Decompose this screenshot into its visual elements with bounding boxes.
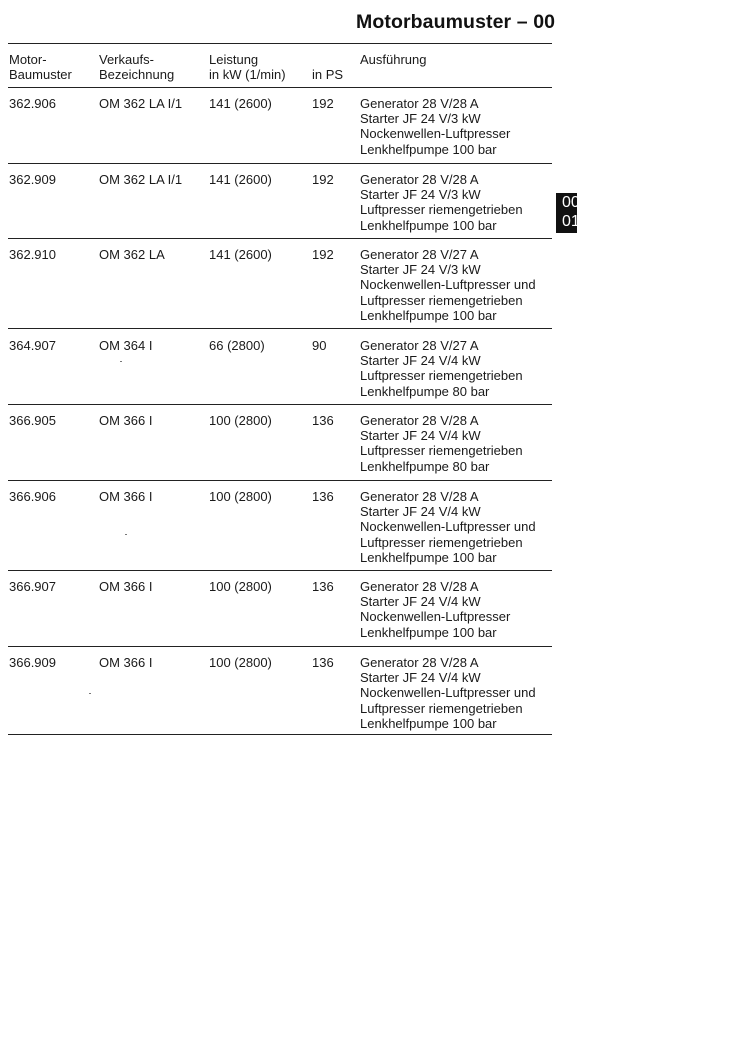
row-divider: [8, 570, 552, 571]
ausfuehrung-line: Lenkhelfpumpe 80 bar: [360, 458, 490, 474]
cell-motor-baumuster: 364.907: [9, 338, 56, 353]
ausfuehrung-line: Starter JF 24 V/4 kW: [360, 594, 481, 610]
row-divider: [8, 734, 552, 735]
cell-verkaufs-bezeichnung: OM 364 I: [99, 338, 153, 353]
cell-verkaufs-bezeichnung: OM 366 I: [99, 489, 153, 504]
scan-speck: [120, 361, 122, 362]
cell-verkaufs-bezeichnung: OM 366 I: [99, 579, 153, 594]
ausfuehrung-line: Luftpresser riemengetrieben: [360, 202, 523, 218]
header-motor-baumuster: Motor- Baumuster: [9, 52, 72, 82]
header-leistung-ps: in PS: [312, 67, 344, 82]
cell-leistung-kw: 66 (2800): [209, 338, 265, 353]
ausfuehrung-line: Lenkhelfpumpe 100 bar: [360, 141, 497, 157]
cell-leistung-ps: 192: [312, 96, 334, 111]
row-divider: [8, 328, 552, 329]
ausfuehrung-line: Generator 28 V/28 A: [360, 579, 479, 594]
ausfuehrung-line: Lenkhelfpumpe 100 bar: [360, 624, 497, 640]
section-tab: 00 01: [556, 193, 577, 233]
ausfuehrung-line: Nockenwellen-Luftpresser: [360, 609, 511, 625]
cell-leistung-kw: 100 (2800): [209, 655, 272, 670]
ausfuehrung-line: Generator 28 V/28 A: [360, 172, 479, 187]
cell-ausfuehrung: [360, 489, 536, 565]
cell-ausfuehrung: [360, 413, 523, 474]
cell-verkaufs-bezeichnung: OM 366 I: [99, 413, 153, 428]
cell-motor-baumuster: 366.907: [9, 579, 56, 594]
cell-leistung-ps: 136: [312, 413, 334, 428]
ausfuehrung-line: Starter JF 24 V/4 kW: [360, 504, 481, 520]
cell-leistung-kw: 100 (2800): [209, 579, 272, 594]
row-divider: [8, 238, 552, 239]
ausfuehrung-line: Starter JF 24 V/4 kW: [360, 670, 481, 686]
header-top-rule: [8, 43, 552, 44]
cell-leistung-ps: 192: [312, 172, 334, 187]
ausfuehrung-line: Luftpresser riemengetrieben: [360, 700, 523, 716]
cell-leistung-ps: 136: [312, 655, 334, 670]
ausfuehrung-line: Generator 28 V/27 A: [360, 247, 479, 262]
ausfuehrung-line: Lenkhelfpumpe 100 bar: [360, 307, 497, 323]
ausfuehrung-line: Luftpresser riemengetrieben: [360, 368, 523, 384]
cell-leistung-ps: 136: [312, 489, 334, 504]
ausfuehrung-line: Lenkhelfpumpe 100 bar: [360, 217, 497, 233]
ausfuehrung-line: Generator 28 V/28 A: [360, 413, 479, 428]
scan-speck: [125, 534, 127, 535]
cell-verkaufs-bezeichnung: OM 366 I: [99, 655, 153, 670]
ausfuehrung-line: Starter JF 24 V/3 kW: [360, 187, 481, 203]
cell-ausfuehrung: [360, 247, 536, 323]
ausfuehrung-line: Starter JF 24 V/4 kW: [360, 428, 481, 444]
ausfuehrung-line: Starter JF 24 V/3 kW: [360, 111, 481, 127]
cell-ausfuehrung: [360, 655, 536, 731]
ausfuehrung-line: Generator 28 V/28 A: [360, 489, 479, 504]
row-divider: [8, 646, 552, 647]
ausfuehrung-line: Lenkhelfpumpe 80 bar: [360, 383, 490, 399]
cell-leistung-ps: 136: [312, 579, 334, 594]
row-divider: [8, 480, 552, 481]
cell-ausfuehrung: [360, 172, 523, 233]
cell-ausfuehrung: [360, 338, 523, 399]
ausfuehrung-line: Luftpresser riemengetrieben: [360, 534, 523, 550]
ausfuehrung-line: Nockenwellen-Luftpresser: [360, 126, 511, 142]
cell-leistung-ps: 192: [312, 247, 334, 262]
ausfuehrung-line: Generator 28 V/28 A: [360, 655, 479, 670]
cell-motor-baumuster: 362.910: [9, 247, 56, 262]
cell-leistung-kw: 141 (2600): [209, 247, 272, 262]
cell-verkaufs-bezeichnung: OM 362 LA: [99, 247, 165, 262]
ausfuehrung-line: Lenkhelfpumpe 100 bar: [360, 549, 497, 565]
row-divider: [8, 163, 552, 164]
row-divider: [8, 404, 552, 405]
cell-motor-baumuster: 366.905: [9, 413, 56, 428]
cell-motor-baumuster: 362.906: [9, 96, 56, 111]
cell-ausfuehrung: [360, 96, 510, 157]
cell-verkaufs-bezeichnung: OM 362 LA I/1: [99, 172, 183, 187]
ausfuehrung-line: Nockenwellen-Luftpresser und: [360, 685, 536, 701]
ausfuehrung-line: Lenkhelfpumpe 100 bar: [360, 715, 497, 731]
cell-verkaufs-bezeichnung: OM 362 LA I/1: [99, 96, 183, 111]
page-title: Motorbaumuster – 00: [356, 11, 556, 33]
ausfuehrung-line: Starter JF 24 V/3 kW: [360, 262, 481, 278]
ausfuehrung-line: Generator 28 V/28 A: [360, 96, 479, 111]
header-ausfuehrung: Ausführung: [360, 52, 427, 67]
cell-motor-baumuster: 362.909: [9, 172, 56, 187]
header-verkaufs-bezeichnung: Verkaufs- Bezeichnung: [99, 52, 175, 82]
ausfuehrung-line: Starter JF 24 V/4 kW: [360, 353, 481, 369]
cell-leistung-ps: 90: [312, 338, 327, 353]
cell-motor-baumuster: 366.906: [9, 489, 56, 504]
ausfuehrung-line: Nockenwellen-Luftpresser und: [360, 277, 536, 293]
cell-leistung-kw: 100 (2800): [209, 413, 272, 428]
scan-speck: [89, 693, 91, 694]
ausfuehrung-line: Luftpresser riemengetrieben: [360, 292, 523, 308]
cell-leistung-kw: 141 (2600): [209, 96, 272, 111]
cell-motor-baumuster: 366.909: [9, 655, 56, 670]
ausfuehrung-line: Nockenwellen-Luftpresser und: [360, 519, 536, 535]
cell-ausfuehrung: [360, 579, 510, 640]
ausfuehrung-line: Luftpresser riemengetrieben: [360, 443, 523, 459]
cell-leistung-kw: 100 (2800): [209, 489, 272, 504]
cell-leistung-kw: 141 (2600): [209, 172, 272, 187]
header-bottom-rule: [8, 87, 552, 88]
header-leistung-kw: Leistung in kW (1/min): [209, 52, 286, 82]
ausfuehrung-line: Generator 28 V/27 A: [360, 338, 479, 353]
